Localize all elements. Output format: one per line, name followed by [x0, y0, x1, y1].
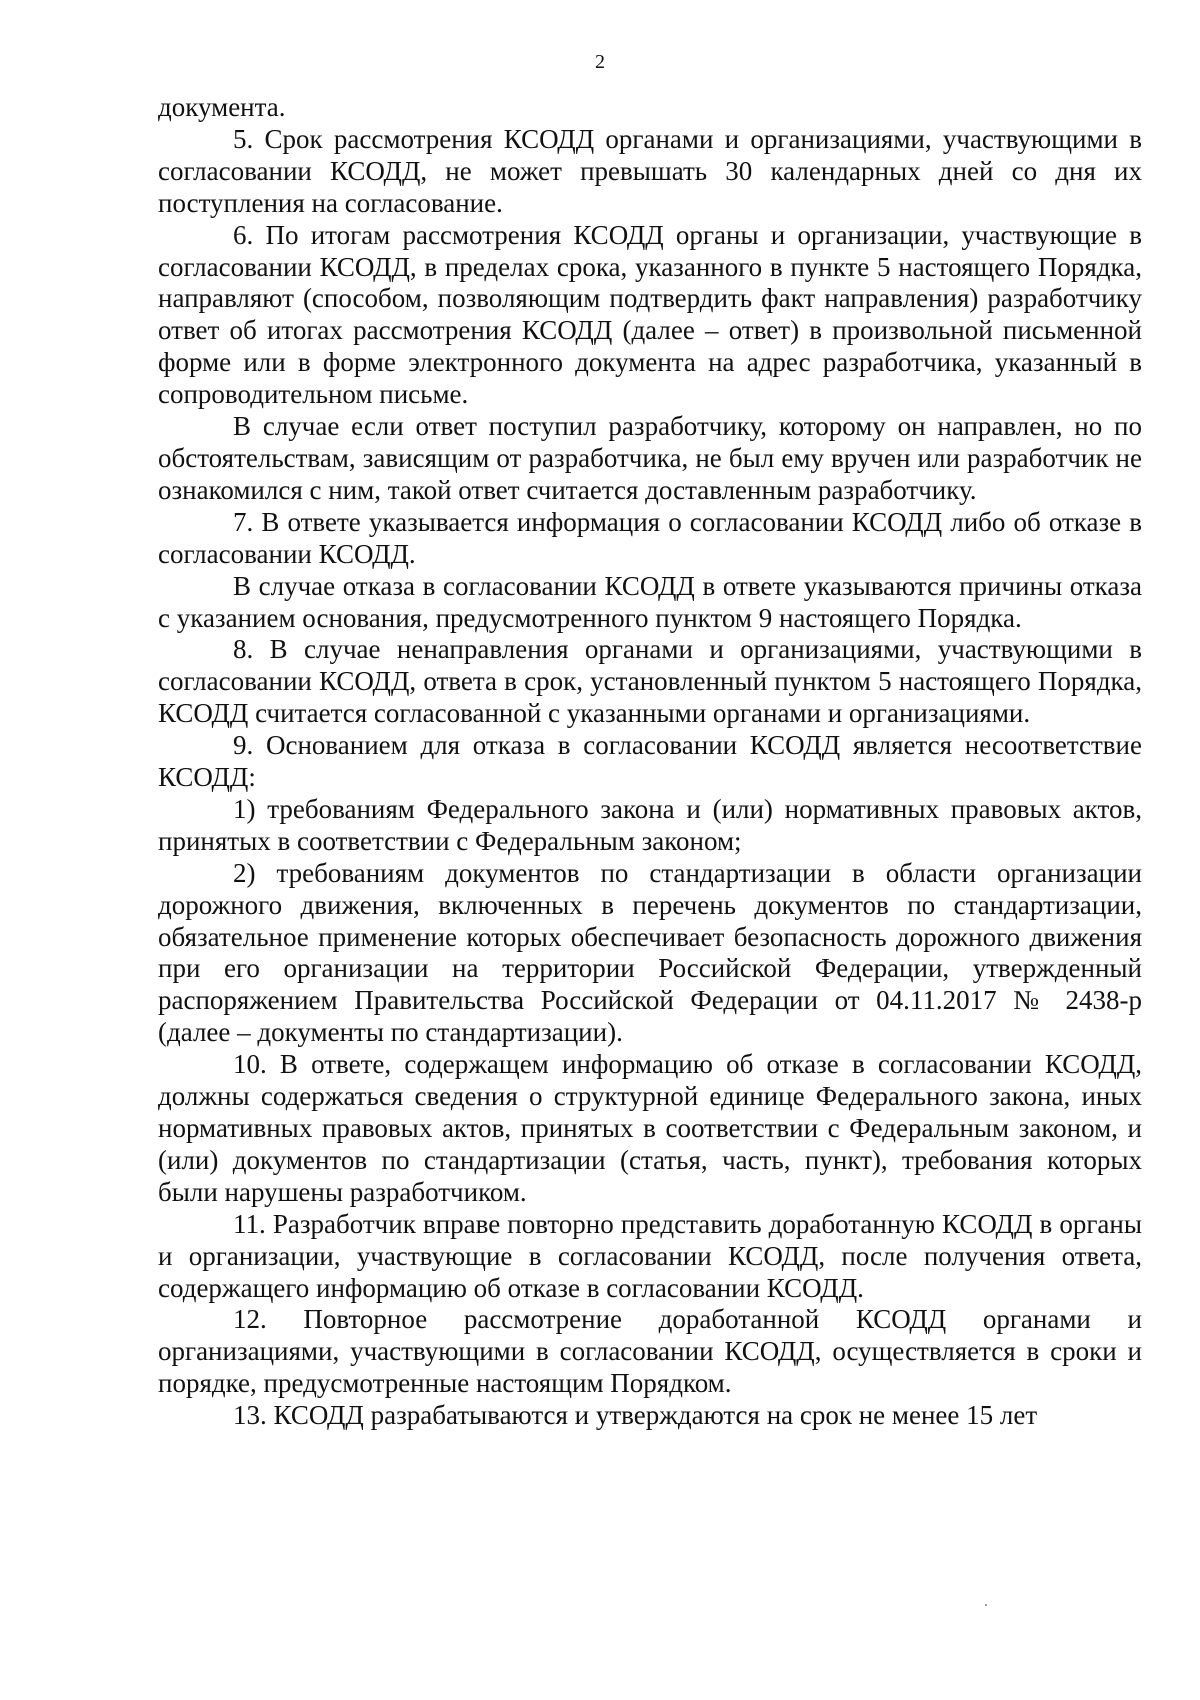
paragraph-item-7-continued: В случае отказа в согласовании КСОДД в ответе указываются причины отказа с указанием основания, предусмотренного пунктом 9 настоящего Порядка.	[158, 570, 1142, 633]
paragraph-0: документа.	[158, 92, 286, 122]
page-number: 2	[595, 51, 605, 73]
paragraph-item-12: 12. Повторное рассмотрение доработанной КСОДД органами и организациями, участвующими в согласовании КСОДД, осуществляется в сроки и порядке, предусмотренные настоящим Порядком.	[158, 1304, 1142, 1399]
paragraph-item-6-continued: В случае если ответ поступил разработчику, которому он направлен, но по обстоятельствам, зависящим от разработчика, не был ему вручен или разработчик не ознакомился с ним, такой ответ считается доставленным разработчику.	[158, 411, 1142, 505]
paragraph-item-11: 11. Разработчик вправе повторно представить доработанную КСОДД в органы и организации, участвующие в согласовании КСОДД, после получения ответа, содержащего информацию об отказе в согласовании КСОДД.	[158, 1208, 1142, 1303]
document-body	[158, 92, 1142, 1432]
paragraph-item-13: 13. КСОДД разрабатываются и утверждаются на срок не менее 15 лет	[233, 1400, 1038, 1431]
scan-speck	[985, 1604, 987, 1606]
paragraph-item-9-sub-1: 1) требованиям Федерального закона и (или) нормативных правовых актов, принятых в соответствии с Федеральным законом;	[158, 793, 1142, 856]
paragraph-item-10: 10. В ответе, содержащем информацию об отказе в согласовании КСОДД, должны содержаться сведения о структурной единице Федерального закона, иных нормативных правовых актов, принятых в соответствии с Федеральным законом, и (или) документов по стандартизации (статья, часть, пункт), требования которых были нарушены разработчиком.	[158, 1049, 1142, 1207]
paragraph-item-6: 6. По итогам рассмотрения КСОДД органы и организации, участвующие в согласовании КСОДД, в пределах срока, указанного в пункте 5 настоящего Порядка, направляют (способом, позволяющим подтвердить факт направления) разработчику ответ об итогах рассмотрения КСОДД (далее – ответ) в произвольной письменной форме или в форме электронного документа на адрес разработчика, указанный в сопроводительном письме.	[158, 219, 1142, 410]
paragraph-item-9-sub-2: 2) требованиям документов по стандартизации в области организации дорожного движения, включенных в перечень документов по стандартизации, обязательное применение которых обеспечивает безопасность дорожного движения при его организации на территории Российской Федерации, утвержденный распоряжением Правительства Российской Федерации от 04.11.2017 № 2438-р (далее – документы по стандартизации).	[158, 857, 1142, 1048]
paragraph-item-7: 7. В ответе указывается информация о согласовании КСОДД либо об отказе в согласовании КСОДД.	[158, 506, 1142, 569]
paragraph-item-9: 9. Основанием для отказа в согласовании КСОДД является несоответствие КСОДД:	[158, 730, 1142, 793]
paragraph-item-8: 8. В случае ненаправления органами и организациями, участвующими в согласовании КСОДД, ответа в срок, установленный пунктом 5 настоящего Порядка, КСОДД считается согласованной с указанными органами и организациями.	[158, 634, 1142, 729]
paragraph-item-5: 5. Срок рассмотрения КСОДД органами и организациями, участвующими в согласовании КСОДД, не может превышать 30 календарных дней со дня их поступления на согласование.	[158, 123, 1142, 218]
